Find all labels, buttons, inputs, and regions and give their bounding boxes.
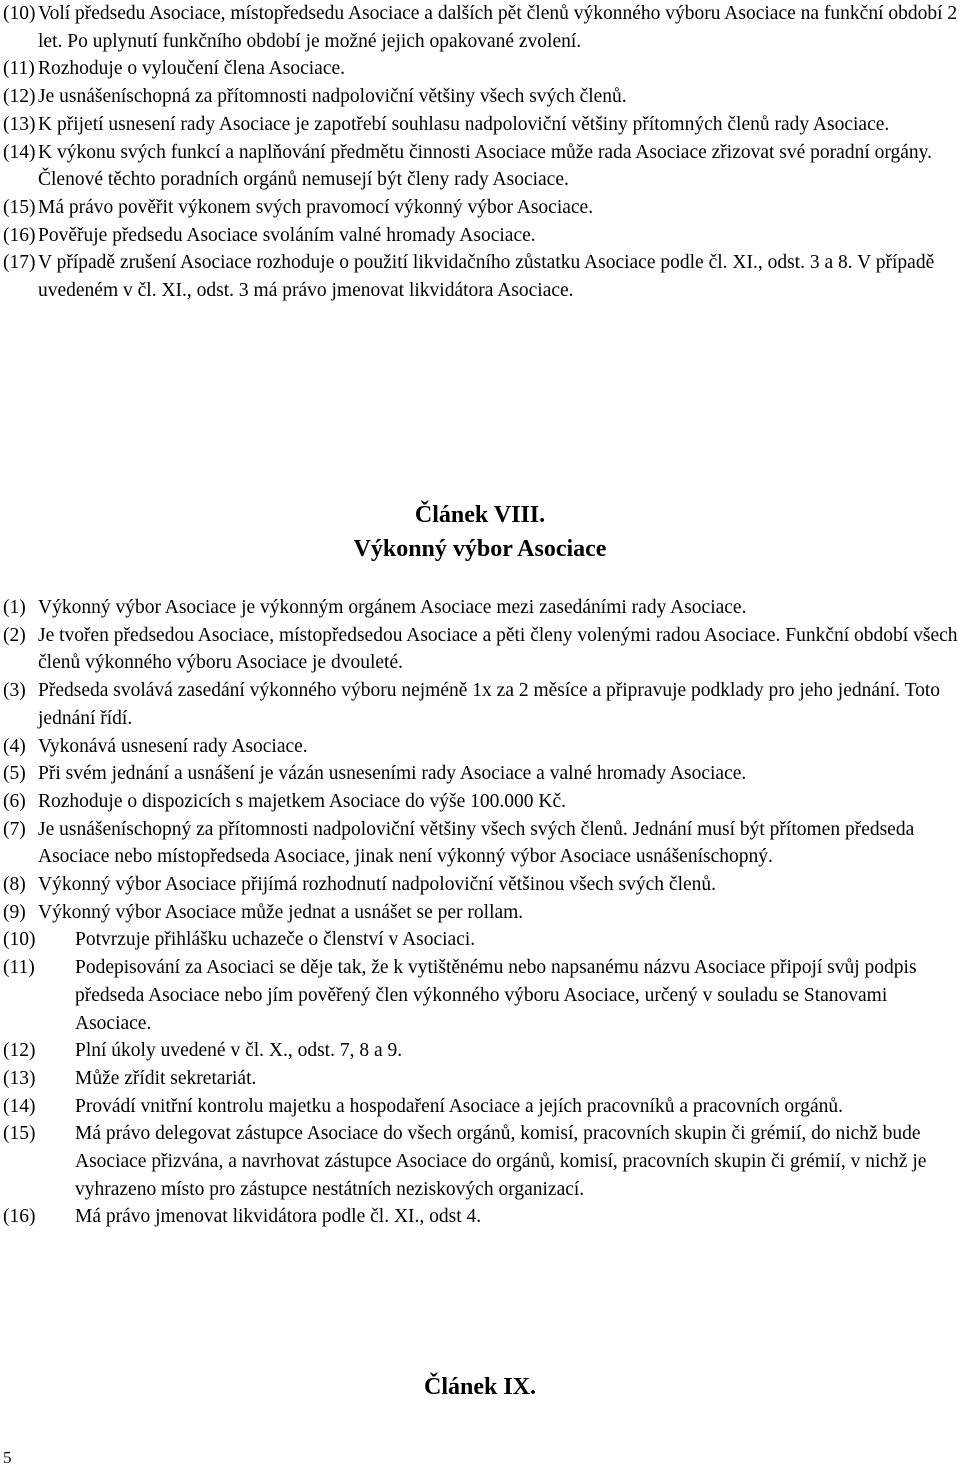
list-item bbox=[3, 1093, 958, 1121]
item-text: Má právo pověřit výkonem svých pravomocí výkonný výbor Asociace. bbox=[38, 196, 594, 218]
item-text: K přijetí usnesení rady Asociace je zapotřebí souhlasu nadpoloviční většiny přítomných členů rady Asociace. bbox=[38, 113, 890, 135]
item-number: (6) bbox=[3, 790, 26, 812]
article-heading: Článek IX. bbox=[423, 1374, 537, 1400]
item-text: Při svém jednání a usnášení je vázán usneseními rady Asociace a valné hromady Asociace. bbox=[38, 763, 747, 785]
list-item bbox=[3, 55, 958, 83]
item-text: Má právo delegovat zástupce Asociace do všech orgánů, komisí, pracovních skupin či grémií, do nichž bude Asociace přizvána, a navrhovat zástupce Asociace do orgánů, komisí, pracovních skupin či grémií, v nichž je vyhrazeno místo pro zástupce nestátních neziskových organizací. bbox=[75, 1123, 927, 1200]
item-number: (14) bbox=[3, 1095, 36, 1117]
list-item bbox=[3, 111, 958, 139]
list-item bbox=[3, 760, 958, 788]
list-item bbox=[3, 677, 958, 732]
item-text: Rozhoduje o vyloučení člena Asociace. bbox=[38, 58, 346, 80]
item-text: Podepisování za Asociaci se děje tak, že k vytištěnému nebo napsanému názvu Asociace připojí svůj podpis předseda Asociace nebo jím pověřený člen výkonného výboru Asociace, určený v souladu se Stanovami Asociace. bbox=[75, 957, 917, 1034]
item-number: (3) bbox=[3, 680, 26, 702]
continuation-list bbox=[3, 0, 958, 305]
item-number: (7) bbox=[3, 818, 26, 840]
list-item bbox=[3, 1203, 958, 1231]
item-number: (15) bbox=[3, 196, 36, 218]
list-item bbox=[3, 622, 958, 677]
item-number: (16) bbox=[3, 1206, 36, 1228]
item-number: (10) bbox=[3, 929, 36, 951]
list-item bbox=[3, 1120, 958, 1203]
list-item bbox=[3, 194, 958, 222]
list-item bbox=[3, 899, 958, 927]
item-text: Plní úkoly uvedené v čl. X., odst. 7, 8 a 9. bbox=[75, 1040, 403, 1062]
item-number: (11) bbox=[3, 58, 35, 80]
item-number: (9) bbox=[3, 901, 26, 923]
item-number: (12) bbox=[3, 1040, 36, 1062]
item-text: Je usnášeníschopný za přítomnosti nadpoloviční většiny všech svých členů. Jednání musí být přítomen předseda Asociace nebo místopředseda Asociace, jinak není výkonný výbor Asociace usnášeníschopný. bbox=[38, 818, 915, 868]
item-text: Volí předsedu Asociace, místopředsedu Asociace a dalších pět členů výkonného výboru Asociace na funkční období 2 let. Po uplynutí funkčního období je možné jejich opakované zvolení. bbox=[38, 3, 958, 52]
item-number: (14) bbox=[3, 141, 36, 163]
item-text: Výkonný výbor Asociace může jednat a usnášet se per rollam. bbox=[38, 901, 524, 923]
item-text: Vykonává usnesení rady Asociace. bbox=[38, 735, 308, 757]
item-text: Výkonný výbor Asociace je výkonným orgánem Asociace mezi zasedáními rady Asociace. bbox=[38, 597, 747, 618]
item-number: (4) bbox=[3, 735, 26, 757]
item-number: (5) bbox=[3, 763, 26, 785]
item-text: V případě zrušení Asociace rozhoduje o použití likvidačního zůstatku Asociace podle čl. XI., odst. 3 a 8. V případě uvedeném v čl. XI., odst. 3 má právo jmenovat likvidátora Asociace. bbox=[38, 252, 935, 302]
list-item bbox=[3, 139, 958, 194]
list-item bbox=[3, 222, 958, 250]
item-number: (10) bbox=[3, 3, 36, 24]
list-item bbox=[3, 594, 958, 622]
item-number: (1) bbox=[3, 597, 26, 618]
list-item bbox=[3, 733, 958, 761]
item-number: (13) bbox=[3, 1067, 36, 1089]
item-number: (15) bbox=[3, 1123, 36, 1145]
list-item bbox=[3, 926, 958, 954]
item-number: (13) bbox=[3, 113, 36, 135]
item-number: (12) bbox=[3, 86, 36, 108]
item-text: Má právo jmenovat likvidátora podle čl. XI., odst 4. bbox=[75, 1206, 482, 1228]
item-text: Rozhoduje o dispozicích s majetkem Asociace do výše 100.000 Kč. bbox=[38, 790, 567, 812]
list-item bbox=[3, 0, 958, 55]
item-number: (11) bbox=[3, 957, 35, 979]
item-number: (16) bbox=[3, 224, 36, 246]
item-text: Může zřídit sekretariát. bbox=[75, 1067, 257, 1089]
item-text: Je tvořen předsedou Asociace, místopředsedou Asociace a pěti členy volenými radou Asociace. Funkční období všech členů výkonného výboru Asociace je dvouleté. bbox=[38, 624, 958, 674]
article-subheading: Výkonný výbor Asociace bbox=[353, 536, 607, 562]
article-list bbox=[3, 594, 958, 1231]
item-number: (17) bbox=[3, 252, 36, 274]
list-item bbox=[3, 249, 958, 304]
page-number: 5 bbox=[3, 1448, 12, 1467]
list-item bbox=[3, 816, 958, 871]
list-item bbox=[3, 871, 958, 899]
item-text: Potvrzuje přihlášku uchazeče o členství v Asociaci. bbox=[75, 929, 476, 951]
item-text: K výkonu svých funkcí a naplňování předmětu činnosti Asociace může rada Asociace zřizovat své poradní orgány. Členové těchto poradních orgánů nemusejí být členy rady Asociace. bbox=[38, 141, 933, 191]
list-item bbox=[3, 788, 958, 816]
list-item bbox=[3, 954, 958, 1037]
item-number: (2) bbox=[3, 624, 26, 646]
item-text: Výkonný výbor Asociace přijímá rozhodnutí nadpoloviční většinou všech svých členů. bbox=[38, 874, 717, 896]
item-text: Předseda svolává zasedání výkonného výboru nejméně 1x za 2 měsíce a připravuje podklady pro jeho jednání. Toto jednání řídí. bbox=[38, 680, 941, 729]
article-heading: Článek VIII. bbox=[414, 502, 546, 528]
list-item bbox=[3, 1037, 958, 1065]
list-item bbox=[3, 83, 958, 111]
item-text: Pověřuje předsedu Asociace svoláním valné hromady Asociace. bbox=[38, 224, 536, 246]
list-item bbox=[3, 1065, 958, 1093]
item-text: Provádí vnitřní kontrolu majetku a hospodaření Asociace a jejích pracovníků a pracovních orgánů. bbox=[75, 1095, 844, 1117]
item-number: (8) bbox=[3, 874, 26, 896]
item-text: Je usnášeníschopná za přítomnosti nadpoloviční většiny všech svých členů. bbox=[38, 86, 627, 108]
